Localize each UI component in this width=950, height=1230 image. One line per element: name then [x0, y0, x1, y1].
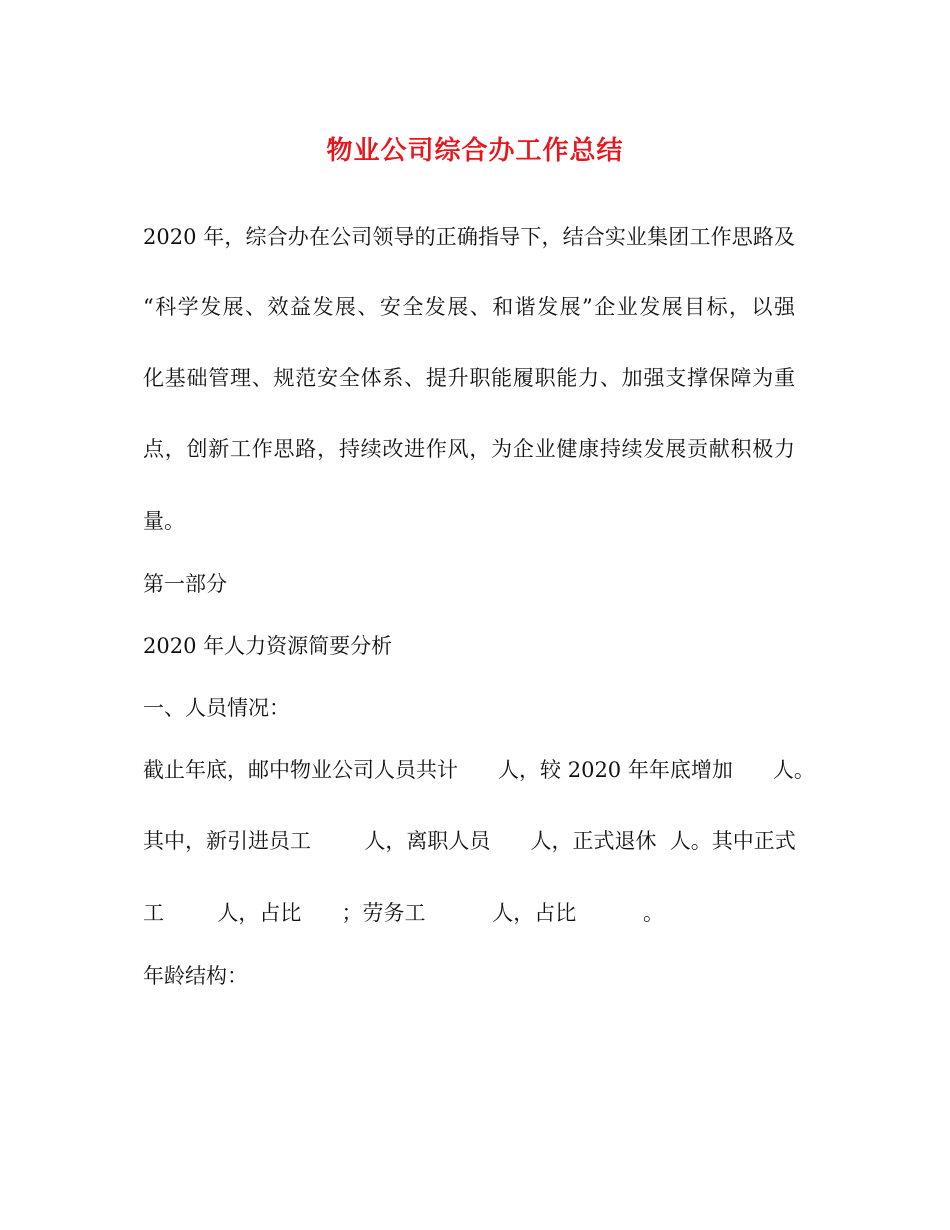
- intro-line-1: 2020 年，综合办在公司领导的正确指导下，结合实业集团工作思路及: [143, 225, 795, 249]
- intro-line-5: 量。: [143, 509, 185, 533]
- staff-line-3: 工 人，占比 ；劳务工 人，占比 。: [143, 901, 664, 925]
- age-structure-label: 年龄结构：: [143, 964, 248, 988]
- section-title: 2020 年人力资源简要分析: [143, 634, 393, 658]
- document-title: 物业公司综合办工作总结: [326, 136, 624, 166]
- staff-line-2: 其中，新引进员工 人，离职人员 人，正式退休 人。其中正式: [143, 829, 796, 853]
- intro-line-3: 化基础管理、规范安全体系、提升职能履职能力、加强支撑保障为重: [143, 366, 795, 390]
- part-label: 第一部分: [143, 572, 227, 596]
- intro-line-2: “科学发展、效益发展、安全发展、和谐发展”企业发展目标，以强: [143, 295, 795, 319]
- staff-line-1: 截止年底，邮中物业公司人员共计 人，较 2020 年年底增加 人。: [143, 758, 815, 782]
- subsection-title: 一、人员情况：: [143, 696, 290, 720]
- intro-line-4: 点，创新工作思路，持续改进作风，为企业健康持续发展贡献积极力: [143, 437, 795, 461]
